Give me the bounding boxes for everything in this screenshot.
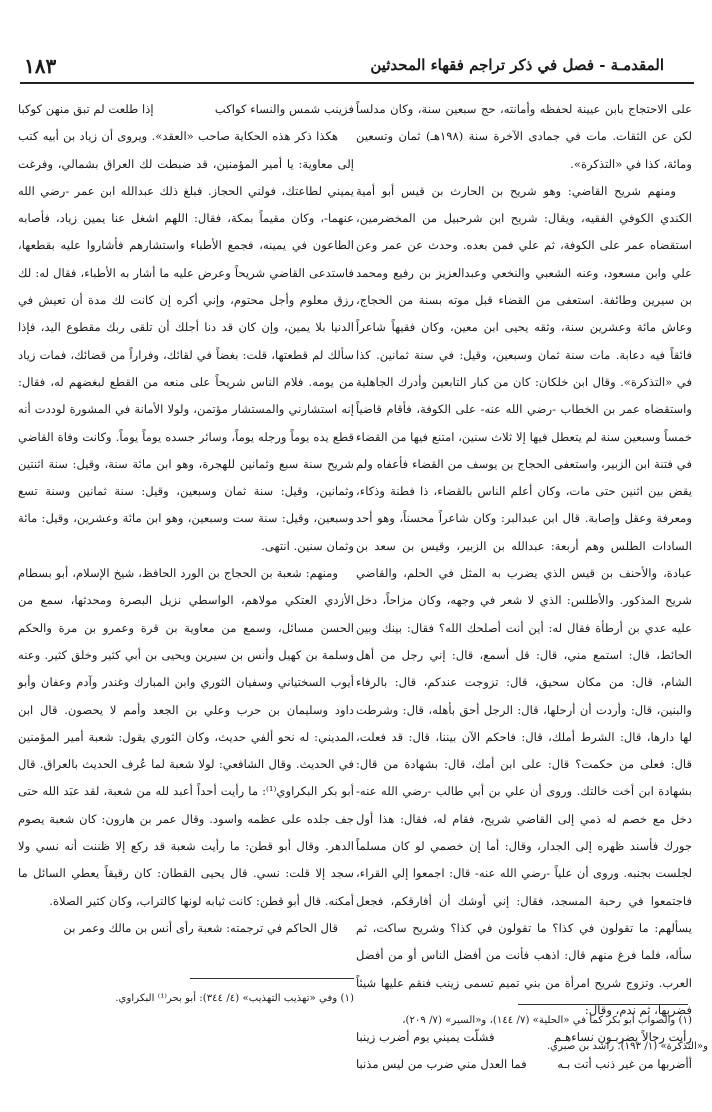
verse-first-half: فزينب شمس والنساء كواكب [214, 102, 354, 116]
left-column [18, 96, 354, 976]
paragraph: ومنهم شريح القاضي: وهو شريح بن الحارث بن قيس أبو أمية الكندي الكوفي الفقيه، ويقال: شريح ابن شرحبيل من المخضرمين، استقضاه عمر على الكوفة، ثم علي فمن بعده. وحدث عن عمر وعن علي وابن مسعود، وعنه الشعبي والنخعي وعبدالعزيز بن رفيع ومحمد بن سيرين وطائفة. استعفى من القضاء قبل موته بسنة من الحجاج، وعاش مائة وعشرين سنة، وثقه يحيى ابن معين، وكان فقيهاً شاعراً فائقاً فيه دعابة. مات سنة ثمان وسبعين، وقيل: في سنة ثمانين. كذا في «التذكرة». وقال ابن خلكان: كان من كبار التابعين وأدرك الجاهلية واستقضاه عمر بن الخطاب -رضي الله عنه- على الكوفة، فأقام قاضياً خمساً وسبعين سنة لم يتعطل فيها إلا ثلاث سنين، امتنع فيها من القضاء في فتنة ابن الزبير، واستعفى الحجاج بن يوسف من القضاء فأعفاه ولم يقض بين اثنين حتى مات، وكان أعلم الناس بالقضاء، ذا فطنة وذكاء، ومعرفة وعقل وإصابة. قال ابن عبدالبر: وكان شاعراً محسناً، وهو أحد السادات الطلس وهم أربعة: عبدالله بن الزبير، وقيس بن سعد بن عبادة، والأحنف بن قيس الذي يضرب به المثل في الحلم، والقاضي شريح المذكور. والأطلس: الذي لا شعر في وجهه، وكان مزاحاً، دخل عليه عدي بن أرطأة فقال له: أين أنت أصلحك الله؟ فقال: بينك وبين الحائط، قال: استمع مني، قال: قل أسمع، قال: إني رجل من أهل الشام، قال: من مكان سحيق، قال: تزوجت عندكم، قال: بالرفاء والبنين، قال: وأردت أن أرحلها، قال: الرجل أحق بأهله، قال: وشرطت لها دارها، قال: الشرط أملك، قال: فاحكم الآن بيننا، قال: قد فعلت، قال: فعلى من حكمت؟ قال: على ابن أمك، قال: بشهادة من قال: بشهادة ابن أخت خالتك. وروى أن علي بن أبي طالب -رضي الله عنه- دخل مع خصم له ذمي إلى القاضي شريح، فقام له، فقال: هذا أول جورك فأسند ظهره إلى الجدار، وقال: أما إن خصمي لو كان مسلماً لجلست بجنبه. وروى أن علياً -رضي الله عنه- قال: اجمعوا إلي القراء، فاجتمعوا في رحبة المسجد، فقال: إني أوشك أن أفارقكم، فجعل يسألهم: ما تقولون في كذا؟ ما تقولون في كذا؟ وشريح ساكت، ثم سأله، فلما فرغ منهم قال: اذهب فأنت من أفضل الناس أو من أفضل العرب. وتزوج شريح امرأة من بني تميم تسمى زينب فنقم عليها شيئاً فضربها، ثم ندم، وقال: [356, 183, 692, 1017]
right-column [356, 96, 692, 1096]
footnote: و«التذكرة» (١/ ١٩٣). راشد بن صبري. [546, 1041, 708, 1052]
footnote: (١) والصواب أبو بكر كما في «الحلية» (٧/ ١٤٤)، و«السير» (٧/ ٢٠٩)، [402, 1015, 692, 1026]
page-header [20, 44, 694, 84]
verse-second-half: إذا طلعت لم تبق منهن كوكبا [18, 102, 154, 116]
page-number: ١٨٣ [24, 54, 57, 78]
poem-verse [18, 96, 354, 123]
verse-second-half: فما العدل مني ضرب من ليس مذنبا [356, 1057, 527, 1072]
running-title: المقدمـة - فصل في ذكر تراجم فقهاء المحدثين [370, 56, 664, 74]
verse-first-half: أأضربها من غير ذنب أتت بـه [557, 1057, 692, 1072]
paragraph: على الاحتجاج بابن عيينة لحفظه وأمانته، حج سبعين سنة، وكان مدلساً لكن عن الثقات. مات في جمادى الآخرة سنة (١٩٨هـ) ثمان وتسعين ومائة، كذا في «التذكرة». [356, 102, 693, 171]
verse-first-half: رأيت رجالاً يضربـون نساءهـم [554, 1030, 692, 1045]
paragraph: ومنهم: شعبة بن الحجاج بن الورد الحافظ، شيخ الإسلام، أبو بسطام الأزدي العتكي مولاهم، الواسطي نزيل البصرة ومحدثها، سمع من الحسن مسائل، وسمع من معاوية بن قرة وعمرو بن مرة والحكم وسلمة بن كهيل وأنس بن سيرين ويحيى بن أبي كثير وخلق كثير. وعنه أيوب السختياني وسفيان الثوري وابن المبارك وغندر وآدم وعفان وأبو داود وسليمان بن حرب وعلي بن الجعد وأمم لا يحصون. قال ابن المديني: له نحو ألفي حديث، وكان الثوري يقول: شعبة أمير المؤمنين في الحديث. وقال الشافعي: لولا شعبة لما عُرف الحديث بالعراق. قال أبو بكر البكراوي⁽¹⁾: ما رأيت أحداً أعبد لله من شعبة، لقد عبَد الله حتى جف جلده على عظمه واسود. وقال عمر بن هارون: كان شعبة يصوم الدهر. وقال أبو قطن: ما رأيت شعبة قد ركع إلا ظننت أنه نسي ولا سجد إلا قلت: نسي. قال يحيى القطان: كان رقيقاً يعطي السائل ما أمكنه. قال أبو قطن: كانت ثيابه لونها كالتراب، وكان كثير الصلاة. [18, 566, 354, 908]
paragraph: هكذا ذكر هذه الحكاية صاحب «العقد». ويروى أن زياد بن أبيه كتب إلى معاوية: يا أمير المؤمنين، قد ضبطت لك العراق بشمالي، وفرغت يميني لطاعتك، فولني الحجاز. فبلغ ذلك عبدالله ابن عمر -رضي الله عنهما-، وكان مقيماً بمكة، فقال: اللهم اشغل عنا يمين زياد، فأصابه الطاعون في يمينه، فجمع الأطباء واستشارهم فأشاروا عليه بقطعها، فاستدعى القاضي شريحاً وعرض عليه ما أشار به الأطباء، فقال له: لك رزق معلوم وأجل محتوم، وإني أكره إن كانت لك مدة أن تعيش في الدنيا بلا يمين، وإن كان قد دنا أجلك أن تلقى ربك مقطوع اليد، فإذا سألك لم قطعتها، قلت: بغضاً في لقائك، وفراراً من قضائك، فمات زياد من يومه. فلام الناس شريحاً على منعه من القطع لبغضهم له، فقال: إنه استشارني والمستشار مؤتمن، ولولا الأمانة في المشورة لوددت أنه قطع يده يوماً ورجله يوماً، وسائر جسده يوماً يوماً. وكانت وفاة القاضي شريح سنة سبع وثمانين للهجرة، وهو ابن مائة سنة، وقيل: سنة اثنتين وثمانين، وقيل: سنة ثمان وسبعين، وقيل: سنة ثمانين وسنة تسع وسبعين، وقيل: سنة ست وسبعين، وهو ابن مائة وعشرين، وقيل: مائة وثمان سنين. انتهى. [18, 129, 354, 553]
verse-second-half: فشلّت يميني يوم أضرب زينبا [356, 1030, 495, 1045]
footnote-divider [190, 978, 354, 979]
paragraph: قال الحاكم في ترجمته: شعبة رأى أنس بن مالك وعمر بن [63, 920, 338, 935]
footnote-divider [518, 1004, 688, 1005]
footnote: (١) وفي «تهذيب التهذيب» (٤/ ٣٤٤): أبو بحر⁽¹⁾ البكراوي. [115, 993, 354, 1004]
